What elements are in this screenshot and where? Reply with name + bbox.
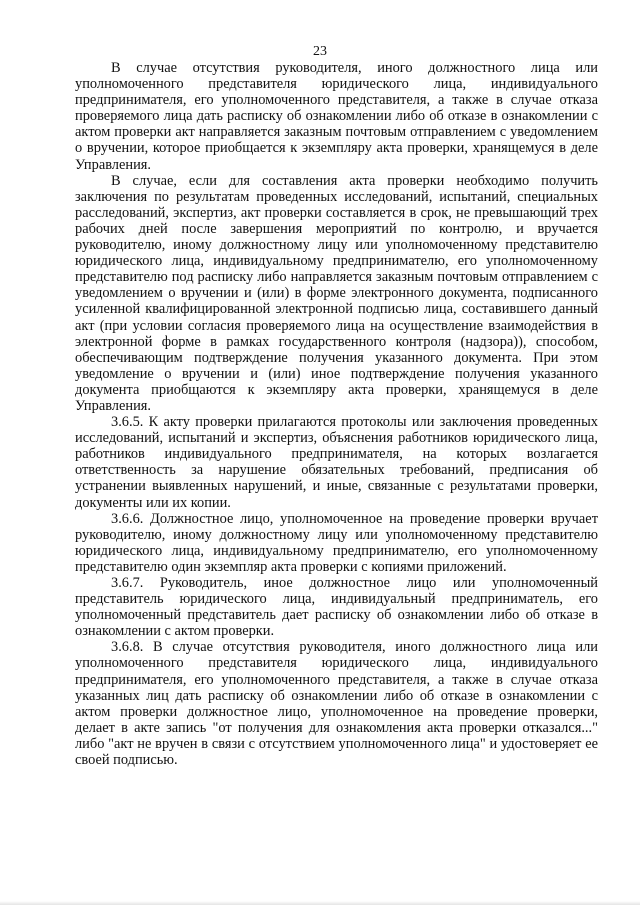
scan-bottom-edge <box>0 901 640 905</box>
paragraph-3-6-6: 3.6.6. Должностное лицо, уполномоченное на проведение проверки вручает руководителю, иному должностному лицу или уполномоченному представителю юридического лица, индивидуальному предпринимателю, его уполномоченному представителю один экземпляр акта проверки с копиями приложений. <box>75 510 598 575</box>
paragraph-3-6-5: 3.6.5. К акту проверки прилагаются протоколы или заключения проведенных исследований, испытаний и экспертиз, объяснения работников юридического лица, работников индивидуального предпринимателя, на которых возлагается ответственность за нарушение обязательных требований, предписания об устранении выявленных нарушений, и иные, связанные с результатами проверки, документы или их копии. <box>75 414 598 511</box>
paragraph-expertise-deadline: В случае, если для составления акта проверки необходимо получить заключения по результатам проведенных исследований, испытаний, специальных расследований, экспертиз, акт проверки составляется в срок, не превышающий трех рабочих дней после завершения мероприятий по контролю, и вручается руководителю, иному должностному лицу или уполномоченному представителю юридического лица, индивидуальному предпринимателю, его уполномоченному представителю под расписку либо направляется заказным почтовым отправлением с уведомлением о вручении и (или) в форме электронного документа, подписанного усиленной квалифицированной электронной подписью лица, составившего данный акт (при условии согласия проверяемого лица на осуществление взаимодействия в электронной форме в рамках государственного контроля (надзора)), способом, обеспечивающим подтверждение получения указанного документа. При этом уведомление о вручении и (или) иное подтверждение получения указанного документа приобщаются к экземпляру акта проверки, хранящемуся в деле Управления. <box>75 172 598 414</box>
document-body <box>75 60 598 768</box>
paragraph-3-6-7: 3.6.7. Руководитель, иное должностное лицо или уполномоченный представитель юридического лица, индивидуальный предприниматель, его уполномоченный представитель дает расписку об ознакомлении либо об отказе в ознакомлении с актом проверки. <box>75 575 598 640</box>
paragraph-absence-notice: В случае отсутствия руководителя, иного должностного лица или уполномоченного представителя юридического лица, индивидуального предпринимателя, его уполномоченного представителя, а также в случае отказа проверяемого лица дать расписку об ознакомлении либо об отказе в ознакомлении с актом проверки акт направляется заказным почтовым отправлением с уведомлением о вручении, которое приобщается к экземпляру акта проверки, хранящемуся в деле Управления. <box>75 60 598 173</box>
paragraph-3-6-8: 3.6.8. В случае отсутствия руководителя, иного должностного лица или уполномоченного представителя юридического лица, индивидуального предпринимателя, его уполномоченного представителя, а также в случае отказа указанных лиц дать расписку об ознакомлении либо об отказе в ознакомлении с актом проверки должностное лицо, уполномоченное на проведение проверки, делает в акте запись "от получения для ознакомления акта проверки отказался..." либо "акт не вручен в связи с отсутствием уполномоченного лица" и удостоверяет ее своей подписью. <box>75 639 598 769</box>
page-number: 23 <box>313 44 327 59</box>
